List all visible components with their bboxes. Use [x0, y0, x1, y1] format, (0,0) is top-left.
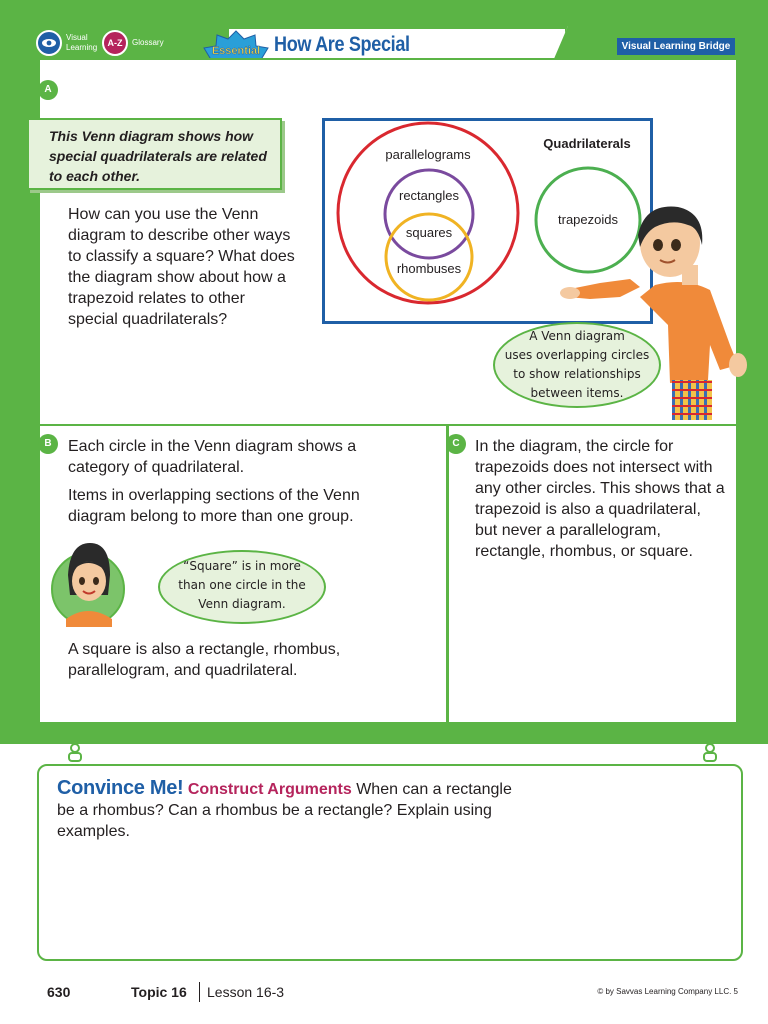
convince-me-text	[57, 778, 517, 842]
construct-arguments-label: Construct Arguments	[187, 781, 352, 798]
panel-divider	[446, 424, 449, 724]
panel-b-paragraph-1: Each circle in the Venn diagram shows a category of quadrilateral.	[68, 438, 357, 476]
panel-c-paragraph: In the diagram, the circle for trapezoids does not intersect with any other circles. This shows that a trapezoid is also a quadrilateral, but never a parallelogram, rectangle, rhombus, or square.	[475, 438, 725, 560]
parallelograms-label: parallelograms	[385, 147, 471, 162]
trapezoids-label: trapezoids	[558, 212, 618, 227]
panel-b-paragraph-3: A square is also a rectangle, rhombus, parallelogram, and quadrilateral.	[68, 641, 341, 679]
glossary-icon: A-Z	[102, 30, 128, 56]
panel-a-letter: A	[38, 80, 58, 100]
math-practice-icon-right	[699, 742, 721, 764]
math-practice-icon-left	[64, 742, 86, 764]
venn-speech-bubble: A Venn diagram uses overlapping circles to show relationships between items.	[493, 322, 661, 408]
copyright: © by Savvas Learning Company LLC. 5	[597, 987, 738, 996]
badge-line1: Essential	[211, 45, 261, 57]
glossary-button[interactable]	[102, 30, 164, 56]
squares-label: squares	[405, 225, 453, 240]
venn-title: Quadrilaterals	[543, 136, 631, 151]
panel-b-paragraph-2: Items in overlapping sections of the Venn diagram belong to more than one group.	[68, 487, 360, 525]
panel-a-question: How can you use the Venn diagram to describe other ways to classify a square? What does the diagram show about how a trapezoid relates to other special quadrilaterals?	[68, 206, 295, 328]
convince-me-box	[37, 764, 743, 961]
rhombuses-label: rhombuses	[396, 261, 462, 276]
girl-avatar	[50, 535, 128, 629]
intro-callout: This Venn diagram shows how special quadrilaterals are related to each other.	[27, 118, 282, 190]
topic-label: Topic 16	[131, 984, 187, 1000]
visual-learning-bridge-tag: Visual Learning Bridge	[617, 38, 735, 55]
panel-b-letter: B	[38, 434, 58, 454]
rectangles-label: rectangles	[399, 188, 459, 203]
eye-icon	[36, 30, 62, 56]
footer-divider	[199, 982, 200, 1002]
page-title: How Are Special	[274, 33, 410, 56]
page-number: 630	[47, 984, 71, 1000]
visual-learning-label: Visual Learning	[66, 33, 98, 52]
convince-me-prompt: When can a rectangle be a rhombus? Can a rhombus be a rectangle? Explain using examples.	[57, 781, 512, 840]
convince-me-title: Convince Me!	[57, 777, 184, 799]
panel-c-letter: C	[446, 434, 466, 454]
visual-learning-button[interactable]	[36, 30, 97, 56]
square-speech-bubble: “Square” is in more than one circle in the Venn diagram.	[158, 550, 326, 624]
lesson-label: Lesson 16-3	[207, 984, 285, 1000]
glossary-label: Glossary	[132, 38, 164, 47]
